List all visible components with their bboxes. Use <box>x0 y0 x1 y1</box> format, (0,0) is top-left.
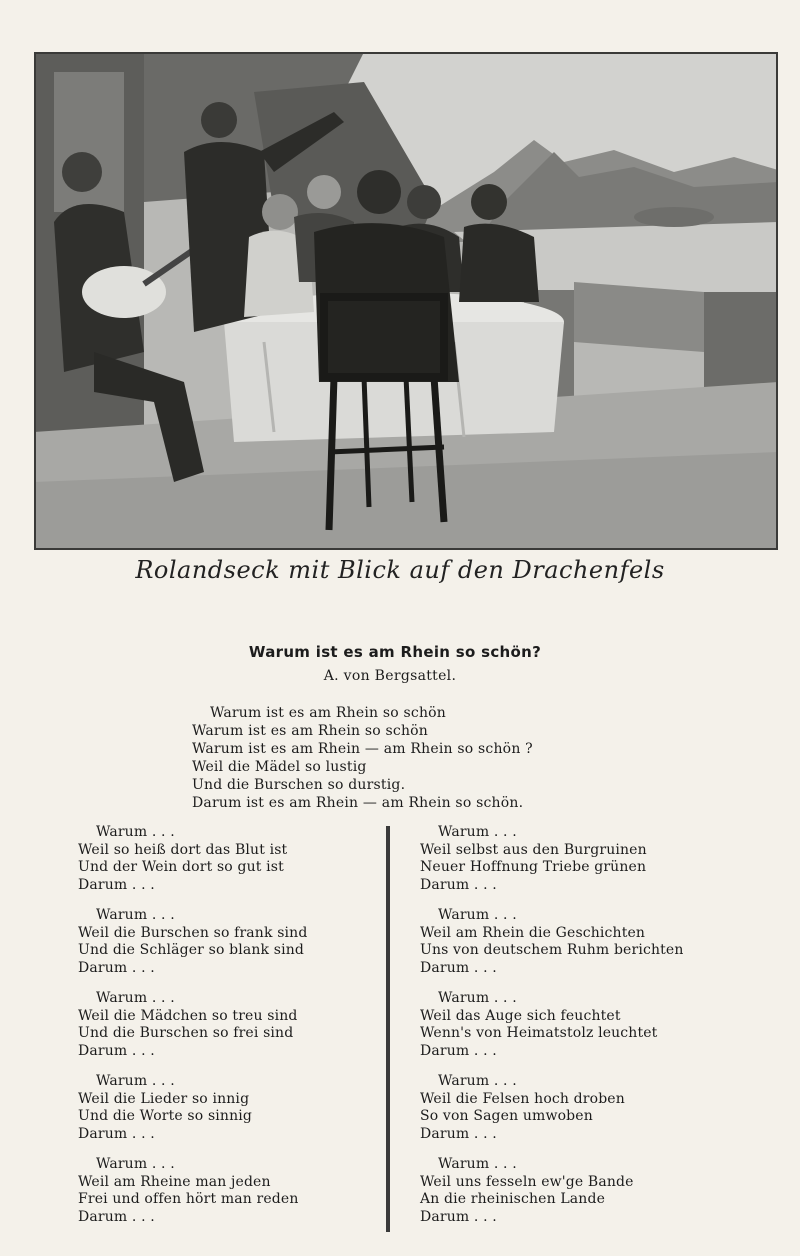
verses-right-column <box>420 824 720 1239</box>
verse-line: Und die Schläger so blank sind <box>78 942 305 958</box>
verse-line: Warum . . . <box>438 907 517 923</box>
song-author: A. von Bergsattel. <box>323 668 457 684</box>
chorus-line: Und die Burschen so durstig. <box>192 777 406 793</box>
verse <box>78 1156 378 1226</box>
song-title: Warum ist es am Rhein so schön? <box>248 643 542 661</box>
verse-line: Weil das Auge sich feuchtet <box>420 1007 621 1024</box>
verse-line: Und die Burschen so frei sind <box>78 1025 294 1041</box>
verse-line: Weil am Rheine man jeden <box>78 1173 271 1190</box>
verse-line: Darum . . . <box>420 1208 497 1225</box>
verse-line: Darum . . . <box>78 959 155 976</box>
verse-line: Neuer Hoffnung Triebe grünen <box>420 859 647 875</box>
verse-line: Darum . . . <box>420 959 497 976</box>
verse-line: Darum . . . <box>78 876 155 893</box>
verse-line: Warum . . . <box>438 990 517 1006</box>
verses-left-column <box>78 824 378 1239</box>
verse-line: Wenn's von Heimatstolz leuchtet <box>420 1025 658 1041</box>
verse-line: Und der Wein dort so gut ist <box>78 859 284 875</box>
illustration-scene <box>34 52 778 550</box>
verse-line: An die rheinischen Lande <box>420 1191 606 1207</box>
verse-line: So von Sagen umwoben <box>420 1108 593 1124</box>
verse-line: Darum . . . <box>78 1125 155 1142</box>
verse-line: Darum . . . <box>420 1042 497 1059</box>
verse <box>78 907 378 977</box>
verse-line: Darum . . . <box>420 1125 497 1142</box>
verse-line: Warum . . . <box>438 1073 517 1089</box>
chorus-line: Warum ist es am Rhein — am Rhein so schön ? <box>192 741 533 757</box>
verse-line: Frei und offen hört man reden <box>78 1191 299 1207</box>
verse <box>78 824 378 894</box>
verse <box>78 1073 378 1143</box>
chorus-line: Warum ist es am Rhein so schön <box>210 705 447 721</box>
verse-line: Darum . . . <box>78 1208 155 1225</box>
verse-line: Weil uns fesseln ew'ge Bande <box>420 1173 634 1190</box>
verse <box>78 990 378 1060</box>
verse-line: Warum . . . <box>438 1156 517 1172</box>
verse-line: Weil so heiß dort das Blut ist <box>78 841 288 858</box>
verse-line: Warum . . . <box>96 824 175 840</box>
verse <box>420 1156 720 1226</box>
verse-line: Warum . . . <box>96 990 175 1006</box>
illustration-caption: Rolandseck mit Blick auf den Drachenfels <box>135 556 665 584</box>
verse <box>420 1073 720 1143</box>
verse-line: Weil am Rhein die Geschichten <box>420 924 646 941</box>
verse-line: Darum . . . <box>78 1042 155 1059</box>
verse-line: Darum . . . <box>420 876 497 893</box>
verse <box>420 907 720 977</box>
verse-line: Weil selbst aus den Burgruinen <box>420 841 647 858</box>
verse <box>420 990 720 1060</box>
chorus-line: Darum ist es am Rhein — am Rhein so schön. <box>192 795 524 811</box>
verse-line: Weil die Felsen hoch droben <box>420 1090 625 1107</box>
verse-line: Und die Worte so sinnig <box>78 1108 252 1124</box>
verse-line: Weil die Burschen so frank sind <box>78 924 308 941</box>
chorus-line: Weil die Mädel so lustig <box>192 759 367 775</box>
verse-line: Warum . . . <box>96 1073 175 1089</box>
verse-line: Warum . . . <box>96 907 175 923</box>
chorus <box>192 704 642 812</box>
verse-line: Warum . . . <box>438 824 517 840</box>
column-divider <box>386 826 390 1232</box>
verse <box>420 824 720 894</box>
verse-line: Warum . . . <box>96 1156 175 1172</box>
verse-line: Weil die Mädchen so treu sind <box>78 1007 298 1024</box>
chorus-line: Warum ist es am Rhein so schön <box>192 723 429 739</box>
illustration <box>34 52 778 550</box>
verse-line: Uns von deutschem Ruhm berichten <box>420 942 684 958</box>
verse-line: Weil die Lieder so innig <box>78 1090 250 1107</box>
